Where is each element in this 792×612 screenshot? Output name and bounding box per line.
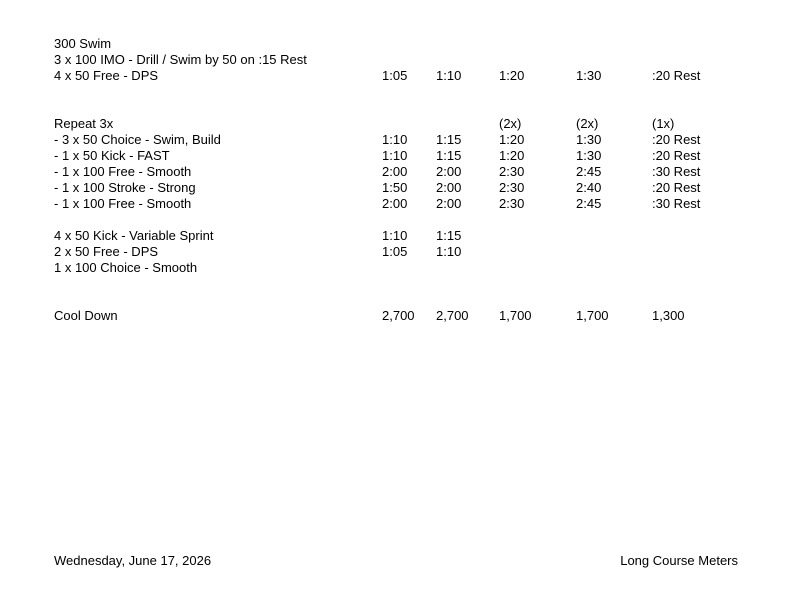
workout-row xyxy=(0,116,792,132)
interval-col-2: 2:00 xyxy=(436,180,462,195)
set-description: 1 x 100 Choice - Smooth xyxy=(54,260,198,275)
set-description: Repeat 3x xyxy=(54,116,114,131)
workout-row xyxy=(0,260,792,276)
interval-col-1: 1:10 xyxy=(382,228,408,243)
set-description: 4 x 50 Free - DPS xyxy=(54,68,159,83)
interval-col-2: 1:15 xyxy=(436,148,462,163)
interval-col-1: 1:05 xyxy=(382,68,408,83)
interval-col-4: 2:45 xyxy=(576,164,602,179)
set-description: - 3 x 50 Choice - Swim, Build xyxy=(54,132,221,147)
set-description: - 1 x 100 Free - Smooth xyxy=(54,196,192,211)
workout-row xyxy=(0,36,792,52)
footer-date: Wednesday, June 17, 2026 xyxy=(54,553,212,568)
set-description: - 1 x 100 Free - Smooth xyxy=(54,164,192,179)
workout-row xyxy=(0,164,792,180)
interval-col-1: 2:00 xyxy=(382,164,408,179)
interval-col-3: 1:20 xyxy=(499,132,525,147)
interval-col-2: 2:00 xyxy=(436,196,462,211)
cool-down-label: Cool Down xyxy=(54,308,118,323)
interval-col-5: :20 Rest xyxy=(652,68,701,83)
total-distance-col-1: 2,700 xyxy=(382,308,415,323)
interval-col-1: 1:05 xyxy=(382,244,408,259)
interval-col-3: 2:30 xyxy=(499,196,525,211)
set-description: 300 Swim xyxy=(54,36,112,51)
total-distance-col-4: 1,700 xyxy=(576,308,609,323)
interval-col-2: 1:15 xyxy=(436,132,462,147)
interval-col-5: :20 Rest xyxy=(652,132,701,147)
interval-col-4: 1:30 xyxy=(576,132,602,147)
set-description: 4 x 50 Kick - Variable Sprint xyxy=(54,228,214,243)
workout-row xyxy=(0,148,792,164)
interval-col-2: 1:10 xyxy=(436,68,462,83)
interval-col-5: :20 Rest xyxy=(652,180,701,195)
interval-col-1: 1:50 xyxy=(382,180,408,195)
cool-down-row xyxy=(0,308,792,324)
interval-col-4: 2:45 xyxy=(576,196,602,211)
workout-row xyxy=(0,244,792,260)
repeat-count-col-5: (1x) xyxy=(652,116,675,131)
interval-col-4: 2:40 xyxy=(576,180,602,195)
workout-row xyxy=(0,196,792,212)
set-description: 3 x 100 IMO - Drill / Swim by 50 on :15 Rest xyxy=(54,52,307,67)
total-distance-col-3: 1,700 xyxy=(499,308,532,323)
interval-col-1: 1:10 xyxy=(382,132,408,147)
repeat-count-col-4: (2x) xyxy=(576,116,599,131)
interval-col-5: :30 Rest xyxy=(652,164,701,179)
interval-col-3: 2:30 xyxy=(499,180,525,195)
workout-row xyxy=(0,180,792,196)
interval-col-5: :20 Rest xyxy=(652,148,701,163)
workout-row xyxy=(0,68,792,84)
interval-col-3: 1:20 xyxy=(499,68,525,83)
interval-col-3: 2:30 xyxy=(499,164,525,179)
workout-row xyxy=(0,52,792,68)
interval-col-3: 1:20 xyxy=(499,148,525,163)
set-description: 2 x 50 Free - DPS xyxy=(54,244,159,259)
workout-row xyxy=(0,132,792,148)
total-distance-col-2: 2,700 xyxy=(436,308,469,323)
interval-col-1: 2:00 xyxy=(382,196,408,211)
repeat-count-col-3: (2x) xyxy=(499,116,522,131)
interval-col-2: 1:15 xyxy=(436,228,462,243)
workout-row xyxy=(0,228,792,244)
interval-col-1: 1:10 xyxy=(382,148,408,163)
footer-course: Long Course Meters xyxy=(620,553,738,568)
interval-col-4: 1:30 xyxy=(576,68,602,83)
interval-col-5: :30 Rest xyxy=(652,196,701,211)
total-distance-col-5: 1,300 xyxy=(652,308,685,323)
set-description: - 1 x 50 Kick - FAST xyxy=(54,148,170,163)
interval-col-2: 2:00 xyxy=(436,164,462,179)
set-description: - 1 x 100 Stroke - Strong xyxy=(54,180,196,195)
interval-col-2: 1:10 xyxy=(436,244,462,259)
interval-col-4: 1:30 xyxy=(576,148,602,163)
